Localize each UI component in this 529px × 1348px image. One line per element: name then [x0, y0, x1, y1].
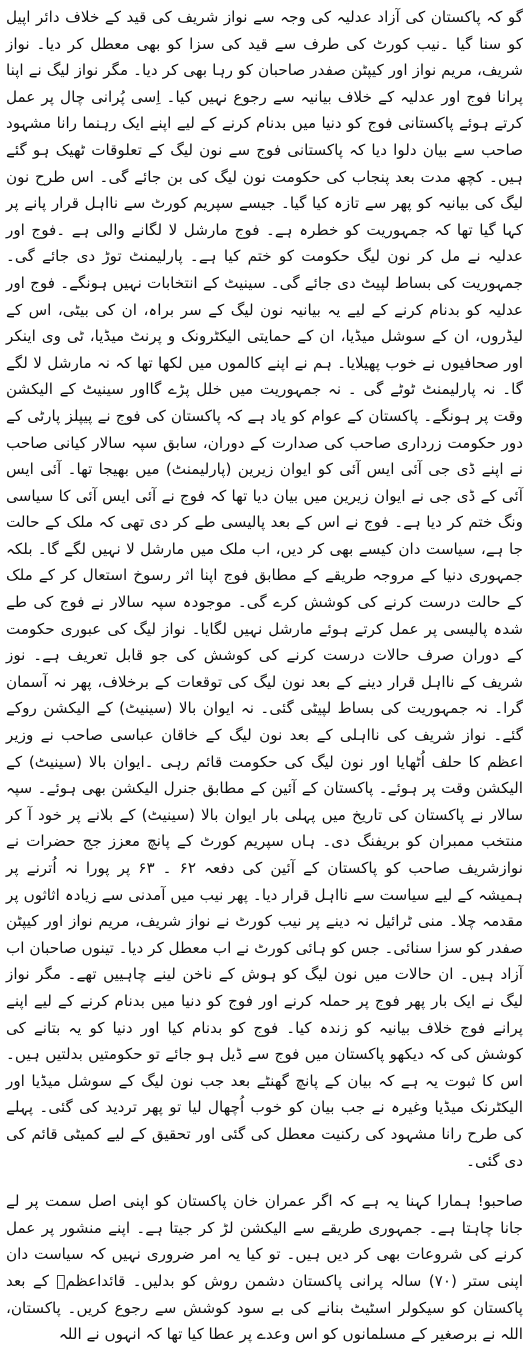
article-paragraph-2: صاحبو! ہمارا کہنا یہ ہے کہ اگر عمران خان پاکستان کو اپنی اصل سمت پر لے جانا چاہتا ہے۔ جمہوری طریقے سے الیکشن لڑ کر جیتا ہے۔ اپنے منشور پر عمل کرنے کی شروعات بھی کر دیں ہیں۔ تو کیا یہ امر ضروری نہیں کہ سیاست دان اپنی ستر (۷۰) سالہ پرانی پاکستان دشمن روش کو بدلیں۔ قائداعظمؒ کے بعد پاکستان کو سیکولر اسٹیٹ بنانے کی بے سود کوشش سے رجوع کریں۔ پاکستان، اللہ نے برصغیر کے مسلمانوں کو اس وعدے پر عطا کیا تھا کہ انہوں نے اللہ — [6, 1192, 523, 1344]
article-paragraph-1: گو کہ پاکستان کی آزاد عدلیہ کی وجہ سے نواز شریف کی قید کے خلاف دائر اپیل کو سنا گیا ۔نیب کورٹ کی طرف سے قید کی سزا کو بھی معطل کر دیا۔ نواز شریف، مریم نواز اور کیپٹن صفدر صاحبان کو رہا بھی کر دیا۔ مگر نواز لیگ نے اپنا پرانا فوج اور عدلیہ کے خلاف بیانیہ سے رجوع نہیں کیا۔ اِسی پُرانی چال پر عمل کرتے ہوئے پاکستانی فوج کو دنیا میں بدنام کرنے کے لیے اپنے ایک رہنما رانا مشہود صاحب سے بیان دلوا دیا کہ پاکستانی فوج سے نون لیگ کے تعلوقات ٹھیک ہو گئے ہیں۔ کچھ مدت بعد پنجاب کی حکومت نون لیگ کی بن جائے گی۔ اس طرح نون لیگ کی بیانیہ کو پھر سے تازہ کیا گیا۔ جیسے سپریم کورٹ سے نااہل قرار پانے پر کہا گیا تھا کہ جمہوریت کو خطرہ ہے۔ فوج مارشل لا لگانے والی ہے ۔فوج اور عدلیہ نے مل کر نون لیگ حکومت کو ختم کیا ہے۔ پارلیمنٹ توڑ دی جائے گی۔ جمہوریت کی بساط لپیٹ دی جائے گی۔ سینیٹ کے انتخابات نہیں ہونگے۔ فوج اور عدلیہ کو بدنام کرنے کے لیے یہ بیانیہ نون لیگ کے سر براہ، ان کی بیٹی، اس کے لیڈروں، ان کے سوشل میڈیا، ان کے حمایتی الیکٹرونک و پرنٹ میڈیا، ٹی وی اینکر اور صحافیوں نے خوب پھیلایا۔ ہم نے اپنے کالموں میں لکھا تھا کہ نہ مارشل لا لگے گا۔ نہ پارلیمنٹ ٹوٹے گی ۔ نہ جمہوریت میں خلل پڑے گااور سینیٹ کے الیکشن وقت پر ہونگے۔ پاکستان کے عوام کو یاد ہے کہ پاکستان کی فوج نے پیپلز پارٹی کے دور حکومت زرداری صاحب کی صدارت کے دوران، سابق سپہ سالار کیانی صاحب نے اپنے ڈی جی آئی ایس آئی کو ایوان زیرین (پارلیمنٹ) میں بھیجا تھا۔ آئی ایس آئی کے ڈی جی نے ایوان زیرین میں بیان دیا تھا کہ فوج نے آئی ایس آئی کا سیاسی ونگ ختم کر دیا ہے۔ فوج نے اس کے بعد پالیسی طے کر دی تھی کہ ملک کے حالت جا ہے، سیاست دان کیسے بھی کر دیں، اب ملک میں مارشل لا نہیں لگے گا۔ بلکہ جمہوری دنیا کے مروجہ طریقے کے مطابق فوج اپنا اثر رسوخ استعال کر کے ملک کے حالت درست کرنے کی کوشش کرے گی۔ موجودہ سپہ سالار نے فوج کی طے شدہ پالیسی پر عمل کرتے ہوئے مارشل نہیں لگایا۔ نواز لیگ کی عبوری حکومت کے دوران صرف حالات درست کرنے کی کوشش کی جو قابل تعریف ہے۔ نوز شریف کے نااہل قرار دینے کے بعد نون لیگ کی توقعات کے برخلاف، پھر نہ آسمان گرا۔ نہ جمہوریت کی بساط لپیٹی گئی۔ نہ ایوان بالا (سینیٹ) کے الیکشن روکے گئے۔ نواز شریف کی نااہلی کے بعد نون لیگ کے خاقان عباسی صاحب نے وزیر اعظم کا حلف اُٹھایا اور نون لیگ کی حکومت قائم رہی ۔ایوان بالا (سینیٹ) کے الیکشن وقت پر ہوئے۔ پاکستان کے آئین کے مطابق جنرل الیکشن بھی ہوئے۔ سپہ سالار نے پاکستان کی تاریخ میں پہلی بار ایوان بالا (سینیٹ) کے بلانے پر خود آ کر منتخب ممبران کو بریفنگ دی۔ ہاں سپریم کورٹ کے پانچ معزز جج حضرات نے نوازشریف صاحب کو پاکستان کے آئین کی دفعہ ۶۲ ۔ ۶۳ پر پورا نہ اُترنے پر ہمیشہ کے لیے سیاست سے نااہل قرار دیا۔ پھر نیب میں آمدنی سے زیادہ اثاثوں پر مقدمہ چلا۔ منی ٹرائیل نہ دینے پر نیب کورٹ نے نواز شریف، مریم نواز اور کیپٹن صفدر کو سزا سنائی۔ جس کو ہائی کورٹ نے اب معطل کر دیا۔ تینوں صاحبان اب آزاد ہیں۔ ان حالات میں نون لیگ کو ہوش کے ناخن لینے چاہییں تھے۔ مگر نواز لیگ نے ایک بار پھر فوج پر حملہ کرنے اور فوج کو دنیا میں بدنام کرنے کے لیے اپنے پرانے فوج خلاف بیانیہ کو زندہ کیا۔ فوج کو بدنام کیا اور دنیا کو یہ بتانے کی کوشش کی کہ دیکھو پاکستان میں فوج سے ڈیل ہو جائے تو حکومتیں بدلتیں ہیں۔ اس کا ثبوت یہ ہے کہ بیان کے پانچ گھنٹے بعد جب نون لیگ کے سوشل میڈیا اور الیکٹرنک میڈیا وغیرہ نے جب بیان کو خوب اُچھال لیا تو پھر تردید کی گئی۔ پہلے کی طرح رانا مشہود کی رکنیت معطل کی گئی اور تحقیق کے لیے کمیٹی قائم کی دی گئی۔ — [6, 8, 523, 1170]
paragraph-spacer — [6, 1174, 523, 1188]
